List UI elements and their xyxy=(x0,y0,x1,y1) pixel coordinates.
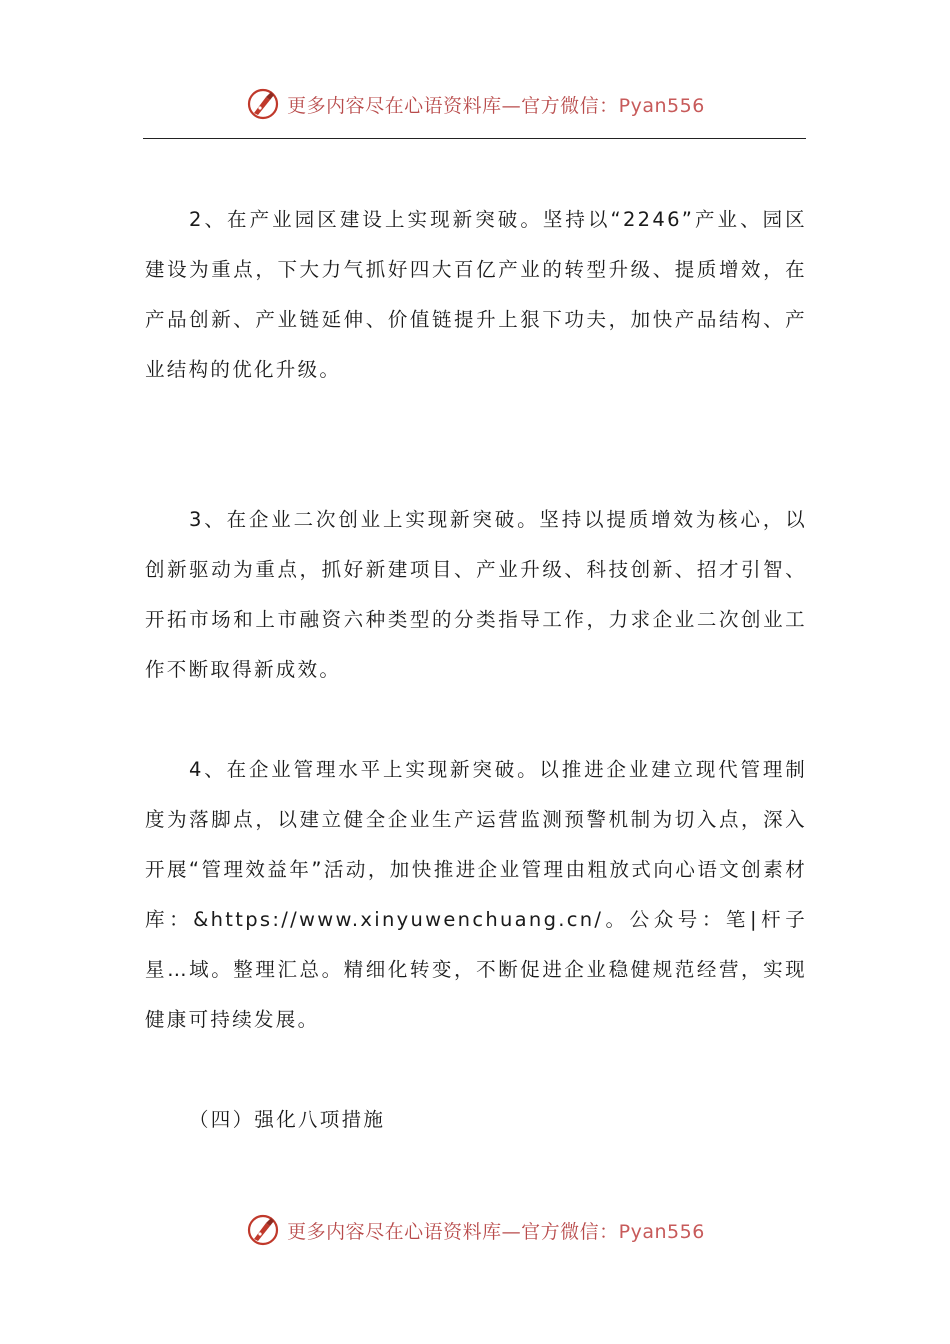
footer-banner xyxy=(0,1210,950,1250)
header-banner-text: 更多内容尽在心语资料库—官方微信： xyxy=(287,94,619,117)
pen-nib-logo-icon xyxy=(245,1212,281,1248)
footer-wechat-id: Pyan556 xyxy=(618,1220,705,1243)
header-banner xyxy=(0,84,950,124)
paragraph-3: 3、在企业二次创业上实现新突破。坚持以提质增效为核心，以创新驱动为重点，抓好新建项目、产业升级、科技创新、招才引智、开拓市场和上市融资六种类型的分类指导工作，力求企业二次创业工作不断取得新成效。 xyxy=(145,508,807,681)
paragraph-2: 2、在产业园区建设上实现新突破。坚持以“2246”产业、园区建设为重点，下大力气抓好四大百亿产业的转型升级、提质增效，在产品创新、产业链延伸、价值链提升上狠下功夫，加快产品结构、产业结构的优化升级。 xyxy=(145,208,807,381)
header-divider xyxy=(143,138,806,139)
pen-nib-logo-icon xyxy=(245,86,281,122)
footer-banner-text: 更多内容尽在心语资料库—官方微信： xyxy=(287,1220,619,1243)
paragraph-4: 4、在企业管理水平上实现新突破。以推进企业建立现代管理制度为落脚点，以建立健全企业生产运营监测预警机制为切入点，深入开展“管理效益年”活动，加快推进企业管理由粗放式向心语文创素材库：&https://www.xinyuwenchuang.cn/。公众号：笔|杆子星…域。整理汇总。精细化转变，不断促进企业稳健规范经营，实现健康可持续发展。 xyxy=(145,758,807,1031)
header-wechat-id: Pyan556 xyxy=(618,94,705,117)
document-body xyxy=(145,195,807,1145)
section-heading: （四）强化八项措施 xyxy=(189,1108,386,1131)
